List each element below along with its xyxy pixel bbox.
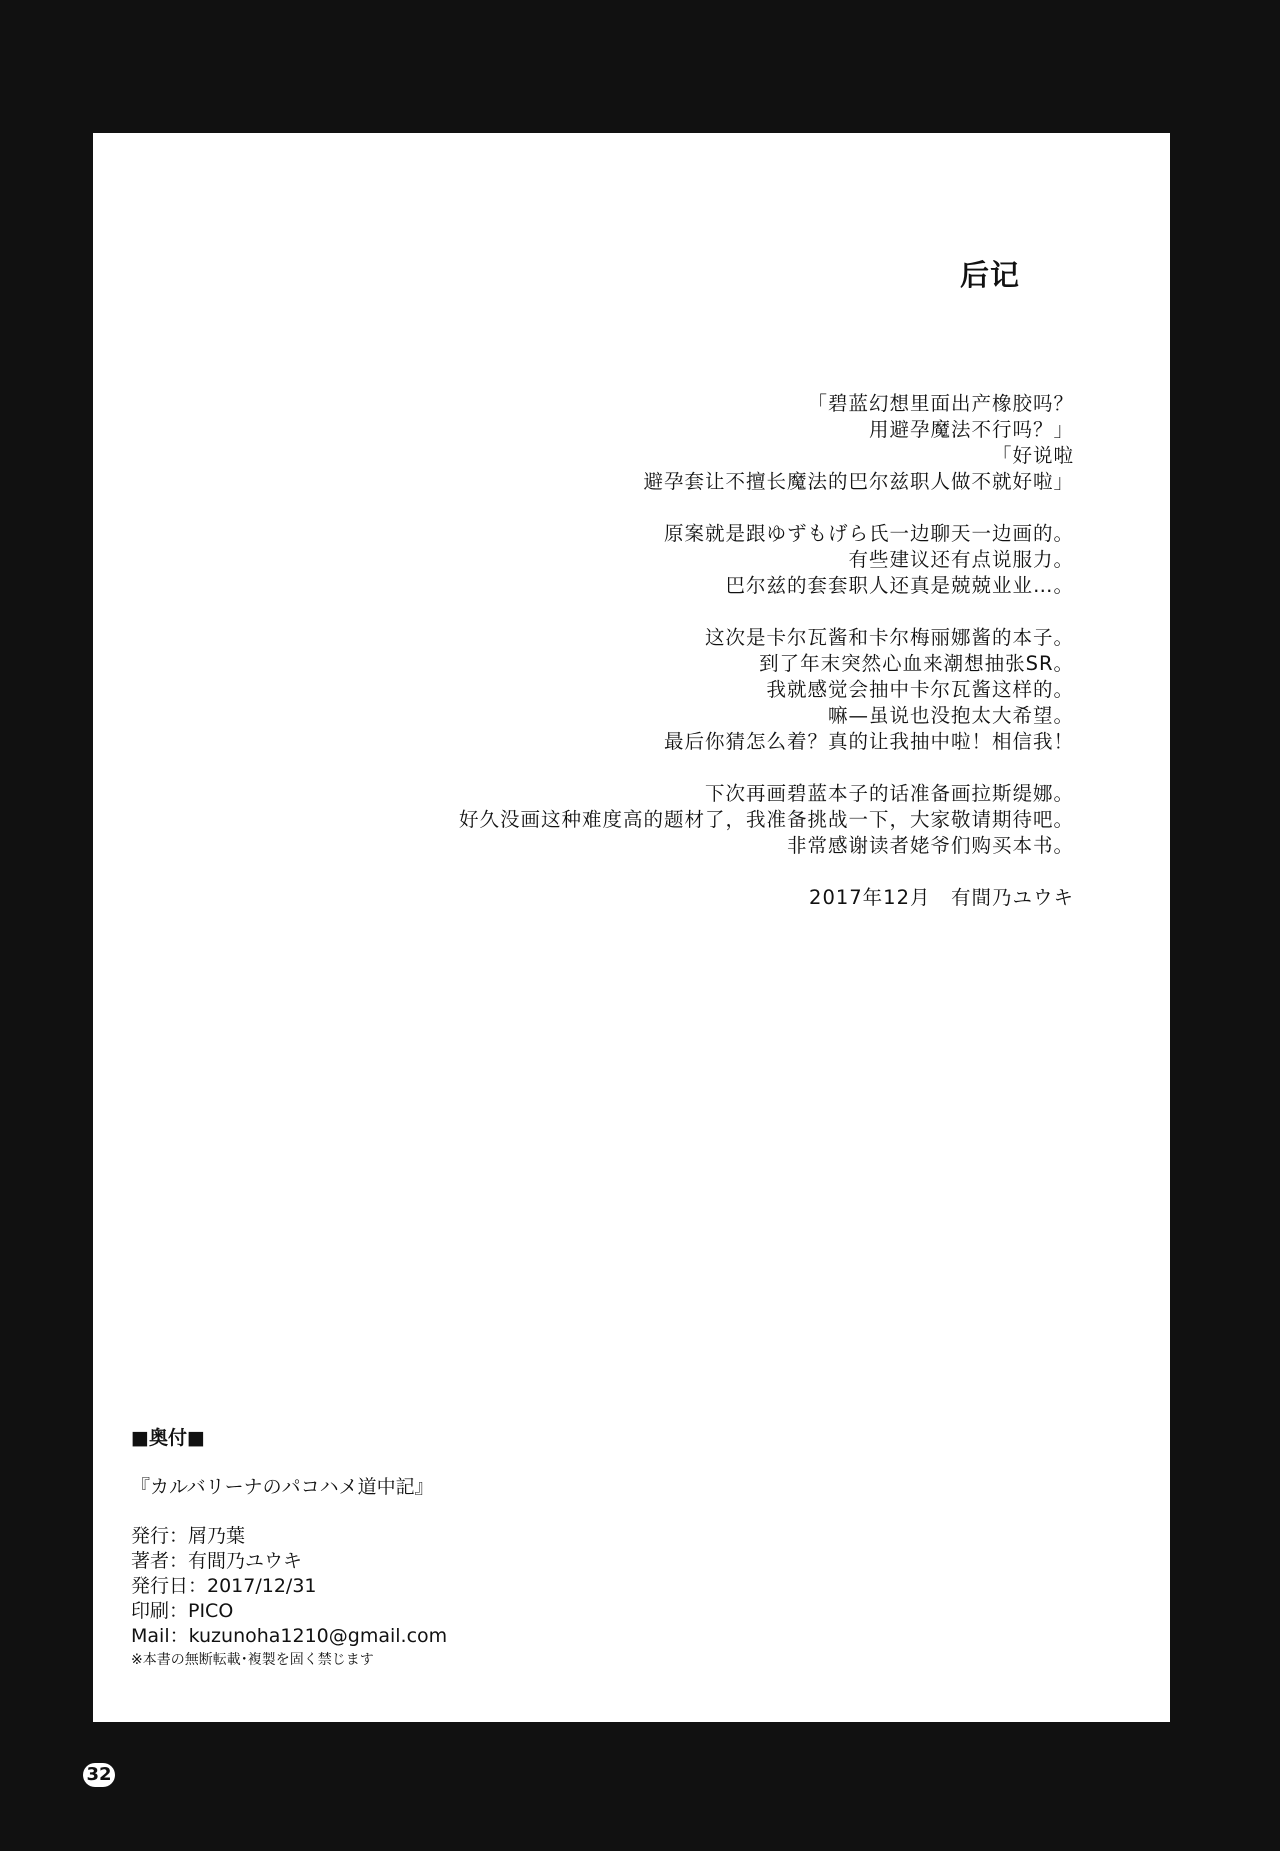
afterword-line: 到了年末突然心血来潮想抽张SR。 <box>759 652 1074 675</box>
afterword-paragraph <box>174 391 1074 495</box>
afterword-line: 避孕套让不擅长魔法的巴尔兹职人做不就好啦」 <box>643 470 1074 493</box>
afterword-line: 有些建议还有点说服力。 <box>848 548 1074 571</box>
page-number: 32 <box>83 1763 115 1787</box>
afterword-title: 后记 <box>959 258 1020 292</box>
afterword-body <box>174 391 1074 937</box>
afterword-line: 最后你猜怎么着？真的让我抽中啦！相信我！ <box>663 730 1074 753</box>
afterword-paragraph <box>174 521 1074 599</box>
afterword-line: 这次是卡尔瓦酱和卡尔梅丽娜酱的本子。 <box>704 626 1074 649</box>
afterword-line: 巴尔兹的套套职人还真是兢兢业业…。 <box>725 574 1074 597</box>
afterword-line: 原案就是跟ゆずもげら氏一边聊天一边画的。 <box>663 522 1074 545</box>
book-title: 『カルバリーナのパコハメ道中記』 <box>131 1476 434 1498</box>
afterword-line: 「好说啦 <box>991 444 1074 467</box>
afterword-line: 下次再画碧蓝本子的话准备画拉斯缇娜。 <box>704 782 1074 805</box>
signature-text: 2017年12月 有間乃ユウキ <box>809 886 1074 909</box>
printer-line: 印刷：PICO <box>131 1600 234 1622</box>
publisher-line: 発行：屑乃葉 <box>131 1525 246 1547</box>
afterword-paragraph <box>174 625 1074 755</box>
author-line: 著者：有間乃ユウキ <box>131 1550 303 1572</box>
afterword-line: 好久没画这种难度高的题材了，我准备挑战一下，大家敬请期待吧。 <box>458 808 1074 831</box>
afterword-line: 我就感觉会抽中卡尔瓦酱这样的。 <box>766 678 1074 701</box>
mail-line: Mail：kuzunoha1210@gmail.com <box>131 1625 448 1647</box>
afterword-line: 嘛—虽说也没抱太大希望。 <box>827 704 1074 727</box>
afterword-paragraph <box>174 781 1074 859</box>
afterword-line: 用避孕魔法不行吗？」 <box>868 418 1074 441</box>
copyright-notice: ※本書の無断転載･複製を固く禁じます <box>131 1652 374 1668</box>
afterword-line: 「碧蓝幻想里面出产橡胶吗？ <box>807 392 1074 415</box>
afterword-line: 非常感谢读者姥爷们购买本书。 <box>786 834 1074 857</box>
colophon <box>131 1426 447 1669</box>
publish-date-line: 発行日：2017/12/31 <box>131 1575 317 1597</box>
page-sheet <box>93 133 1170 1722</box>
colophon-heading: ■奥付■ <box>131 1427 205 1449</box>
afterword-signature <box>174 885 1074 911</box>
